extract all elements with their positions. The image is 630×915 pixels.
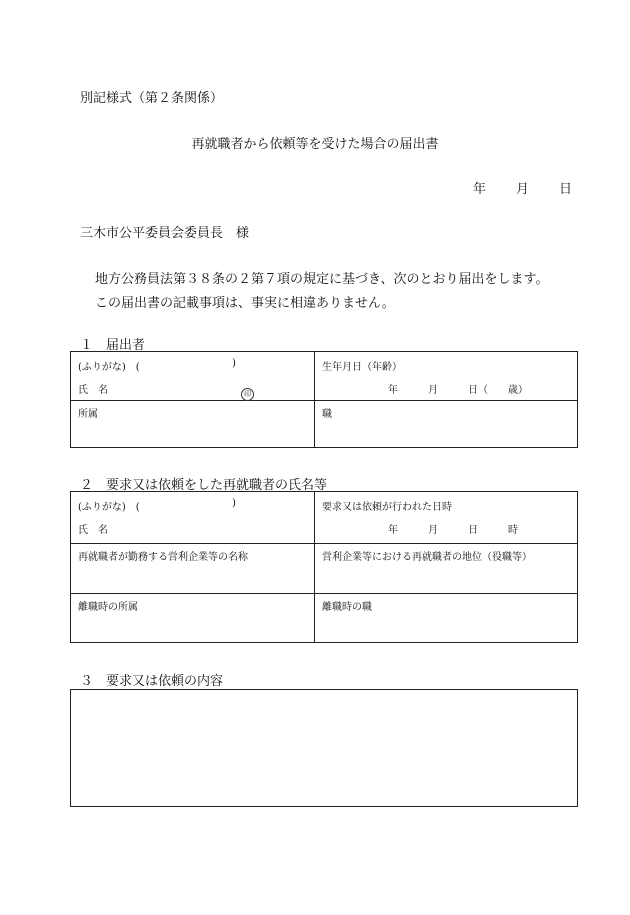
furigana-close: ) xyxy=(232,498,236,509)
date-year-label: 年 xyxy=(473,182,487,197)
body-text-line-1: 地方公務員法第３８条の２第７項の規定に基づき、次のとおり届出をします。 xyxy=(95,272,549,287)
company-name-label: 再就職者が勤務する営利企業等の名称 xyxy=(78,552,248,563)
document-title: 再就職者から依頼等を受けた場合の届出書 xyxy=(191,137,439,152)
seal-mark: 印 xyxy=(241,388,254,401)
retirement-affiliation-label: 離職時の所属 xyxy=(78,602,138,613)
name-label: 氏 名 xyxy=(78,525,108,536)
request-datetime-fields: 年 月 日 時 xyxy=(388,525,518,536)
table-column-divider xyxy=(314,351,315,448)
table-column-divider xyxy=(314,491,315,643)
section-2-table-border xyxy=(70,491,578,643)
name-label: 氏 名 xyxy=(78,385,108,396)
addressee: 三木市公平委員会委員長 様 xyxy=(80,226,250,241)
section-1-heading: １ 届出者 xyxy=(80,338,146,353)
affiliation-label: 所属 xyxy=(78,409,98,420)
table-row-divider xyxy=(70,400,578,401)
furigana-close: ) xyxy=(232,358,236,369)
furigana-label: (ふりがな) ( xyxy=(78,362,140,373)
table-row-divider xyxy=(70,543,578,544)
retirement-position-label: 離職時の職 xyxy=(322,602,372,613)
furigana-label: (ふりがな) ( xyxy=(78,502,140,513)
body-text-line-2: この届出書の記載事項は、事実に相違ありません。 xyxy=(95,296,395,311)
company-position-label: 営利企業等における再就職者の地位（役職等） xyxy=(322,552,532,563)
request-datetime-label: 要求又は依頼が行われた日時 xyxy=(322,502,452,513)
request-content-box xyxy=(70,689,578,807)
date-of-birth-label: 生年月日（年齢） xyxy=(322,362,402,373)
form-id: 別記様式（第２条関係） xyxy=(80,91,224,106)
date-day-label: 日 xyxy=(559,182,573,197)
date-month-label: 月 xyxy=(516,182,530,197)
date-of-birth-fields: 年 月 日（ 歳） xyxy=(388,385,528,396)
position-label: 職 xyxy=(322,409,332,420)
table-row-divider xyxy=(70,593,578,594)
seal-icon xyxy=(241,381,254,401)
section-2-heading: ２ 要求又は依頼をした再就職者の氏名等 xyxy=(80,478,328,493)
section-3-heading: ３ 要求又は依頼の内容 xyxy=(80,674,224,689)
